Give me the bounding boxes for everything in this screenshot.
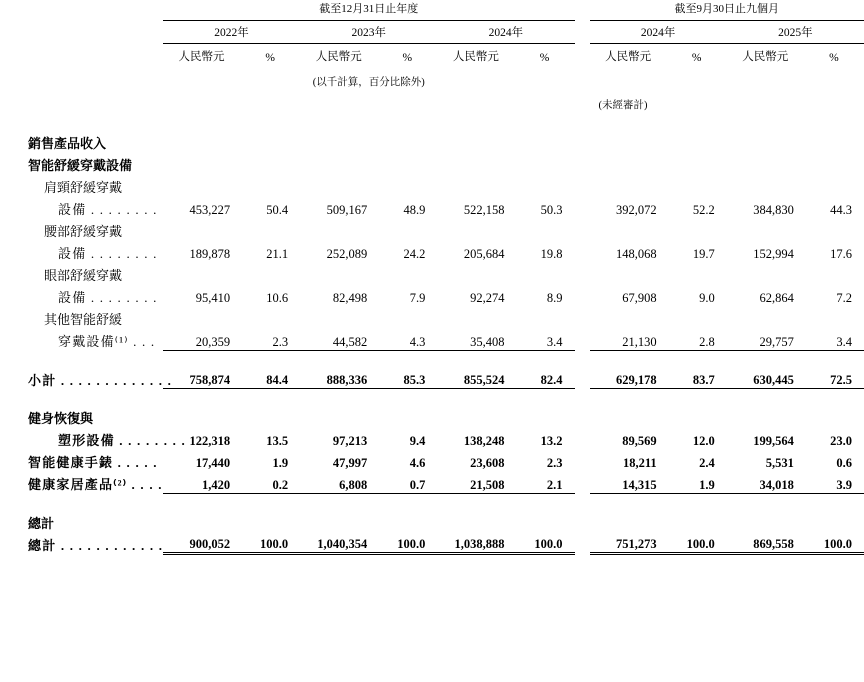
cell-watch-2024-rmb: 23,608 [470,456,505,470]
cell-home-2024n-rmb: 14,315 [590,471,667,493]
cell-total-2024-rmb: 1,038,888 [437,532,514,554]
cell-subtotal-2023-rmb: 888,336 [300,367,377,389]
cell-neck-2023-rmb: 509,167 [326,203,368,217]
col-rmb-2024: 人民幣元 [452,51,499,63]
spacer-before-subtotal [0,350,864,367]
cell-eye-2024n-rmb: 67,908 [622,291,657,305]
col-pct-2022: % [265,52,275,64]
cell-eye-2025n-pct: 7.2 [836,291,852,305]
cell-neck-2024n-rmb: 392,072 [616,203,657,217]
cell-waist-2023-rmb: 252,089 [326,247,368,261]
item-label-waist-line2: 設備 . . . . . . . . [58,246,158,261]
item-row-label-2a [0,218,864,240]
cell-total-2024-pct: 100.0 [514,532,574,554]
table-row [0,328,864,350]
cell-other-2024-rmb: 35,408 [437,328,514,350]
item-label-smartwatch: 智能健康手錶 . . . . . [28,455,158,470]
cell-home-2022-rmb: 1,420 [163,471,240,493]
item-row-label-1a [0,174,864,196]
header-year-row [0,21,864,43]
cell-total-2025n-pct: 100.0 [804,532,864,554]
cell-watch-2023-rmb: 47,997 [332,456,368,470]
cell-subtotal-2024n-rmb: 629,178 [590,367,667,389]
cell-subtotal-2023-pct: 85.3 [377,367,437,389]
col-pct-2025n: % [829,52,839,64]
cell-waist-2024-rmb: 205,684 [463,247,505,261]
cell-eye-2023-pct: 7.9 [409,291,426,305]
cell-other-2024n-pct: 2.8 [667,328,727,350]
cell-home-2024n-pct: 1.9 [667,471,727,493]
col-rmb-2024n: 人民幣元 [605,51,652,63]
cell-waist-2023-pct: 24.2 [403,247,426,261]
cell-waist-2022-rmb: 189,878 [189,247,231,261]
section-title-fitness: 健身恢復與 [28,411,94,426]
cell-shaping-2025n-pct: 23.0 [830,434,852,448]
cell-home-2022-pct: 0.2 [240,471,300,493]
cell-home-2025n-rmb: 34,018 [727,471,804,493]
cell-watch-2024n-pct: 2.4 [699,456,715,470]
table-row [0,449,864,471]
cell-waist-2024n-rmb: 148,068 [616,247,657,261]
item-label-other-line2: 穿戴設備⁽¹⁾ . . . [58,334,156,349]
item-label-home-health: 健康家居產品⁽²⁾ . . . . [28,477,163,492]
col-pct-2023: % [402,52,413,64]
item-row-label-4a [0,306,864,328]
subtotal-label: 小計 . . . . . . . . . . . . . [28,372,173,388]
section-title-sales-revenue: 銷售產品收入 [28,136,107,151]
year-2025-ninemonth: 2025年 [778,27,813,39]
spacer-before-total [0,493,864,510]
cell-waist-2025n-rmb: 152,994 [753,247,794,261]
cell-subtotal-2024n-pct: 83.7 [667,367,727,389]
unaudited-note: (未經審計) [598,100,648,111]
cell-home-2023-rmb: 6,808 [300,471,377,493]
cell-eye-2024n-pct: 9.0 [699,291,715,305]
cell-waist-2024-pct: 19.8 [540,247,563,261]
cell-other-2024n-rmb: 21,130 [590,328,667,350]
cell-shaping-2024-pct: 13.2 [540,434,563,448]
cell-total-2024n-pct: 100.0 [667,532,727,554]
item-row-label-3a [0,262,864,284]
cell-other-2022-rmb: 20,359 [163,328,240,350]
cell-shaping-2024-rmb: 138,248 [463,434,505,448]
table-row [0,284,864,306]
cell-waist-2022-pct: 21.1 [266,247,289,261]
total-label: 總計 . . . . . . . . . . . . [28,537,164,553]
year-2022: 2022年 [214,27,249,39]
cell-shaping-2023-pct: 9.4 [409,434,426,448]
group-title-ninemonth: 截至9月30日止九個月 [674,3,779,15]
cell-neck-2024n-pct: 52.2 [692,203,715,217]
cell-home-2025n-pct: 3.9 [804,471,864,493]
cell-home-2024-rmb: 21,508 [437,471,514,493]
subtotal-row [0,367,864,389]
table-row [0,471,864,493]
unaudited-note-row [0,91,864,114]
cell-subtotal-2024-rmb: 855,524 [437,367,514,389]
cell-eye-2022-rmb: 95,410 [195,291,231,305]
cell-subtotal-2025n-pct: 72.5 [804,367,864,389]
cell-watch-2023-pct: 4.6 [409,456,426,470]
item-label-neck-line1: 肩頸舒緩穿戴 [44,180,123,195]
cell-total-2022-rmb: 900,052 [163,532,240,554]
cell-subtotal-2022-rmb: 758,874 [163,367,240,389]
cell-subtotal-2025n-rmb: 630,445 [727,367,804,389]
section-title-row-1 [0,130,864,152]
table-row [0,240,864,262]
header-group-row [0,0,864,20]
cell-other-2023-pct: 4.3 [377,328,437,350]
cell-neck-2022-pct: 50.4 [266,203,289,217]
cell-watch-2022-pct: 1.9 [272,456,289,470]
cell-total-2022-pct: 100.0 [240,532,300,554]
cell-shaping-2022-rmb: 122,318 [189,434,231,448]
col-rmb-2025n: 人民幣元 [742,51,789,63]
cell-waist-2025n-pct: 17.6 [830,247,852,261]
year-2023: 2023年 [351,27,386,39]
cell-waist-2024n-pct: 19.7 [692,247,715,261]
year-2024-annual: 2024年 [488,27,524,39]
section-subtitle-smart-wearables: 智能舒緩穿戴設備 [28,158,133,173]
cell-shaping-2025n-rmb: 199,564 [753,434,794,448]
cell-total-2023-pct: 100.0 [377,532,437,554]
col-rmb-2022: 人民幣元 [178,51,225,63]
cell-neck-2022-rmb: 453,227 [189,203,231,217]
cell-total-2025n-rmb: 869,558 [727,532,804,554]
cell-watch-2025n-rmb: 5,531 [765,456,794,470]
cell-other-2022-pct: 2.3 [240,328,300,350]
cell-other-2025n-rmb: 29,757 [727,328,804,350]
total-row [0,532,864,554]
cell-neck-2024-pct: 50.3 [540,203,563,217]
cell-eye-2022-pct: 10.6 [266,291,289,305]
cell-shaping-2024n-pct: 12.0 [692,434,715,448]
total-title: 總計 [28,515,55,531]
cell-shaping-2022-pct: 13.5 [266,434,289,448]
unit-note-row [0,68,864,91]
cell-shaping-2023-rmb: 97,213 [332,434,368,448]
spacer-after-header [0,114,864,130]
section-subtitle-row-1 [0,152,864,174]
spacer-after-subtotal [0,389,864,406]
cell-eye-2024-rmb: 92,274 [470,291,505,305]
col-pct-2024: % [539,52,550,64]
cell-eye-2024-pct: 8.9 [546,291,563,305]
cell-watch-2025n-pct: 0.6 [836,456,852,470]
table-row [0,427,864,449]
section-title-row-2 [0,405,864,427]
cell-home-2024-pct: 2.1 [514,471,574,493]
cell-watch-2024-pct: 2.3 [546,456,563,470]
cell-neck-2025n-pct: 44.3 [830,203,852,217]
total-title-row [0,510,864,532]
group-title-annual: 截至12月31日止年度 [319,3,419,15]
col-rmb-2023: 人民幣元 [315,51,362,63]
cell-neck-2024-rmb: 522,158 [463,203,505,217]
cell-watch-2022-rmb: 17,440 [195,456,231,470]
col-pct-2024n: % [691,52,702,64]
cell-shaping-2024n-rmb: 89,569 [622,434,657,448]
cell-total-2024n-rmb: 751,273 [590,532,667,554]
year-2024-ninemonth: 2024年 [640,27,676,39]
cell-eye-2025n-rmb: 62,864 [759,291,794,305]
item-label-waist-line1: 腰部舒緩穿戴 [44,224,123,239]
item-label-neck-line2: 設備 . . . . . . . . [58,202,158,217]
cell-subtotal-2024-pct: 82.4 [514,367,574,389]
cell-home-2023-pct: 0.7 [377,471,437,493]
cell-subtotal-2022-pct: 84.4 [240,367,300,389]
cell-neck-2025n-rmb: 384,830 [753,203,794,217]
unit-note: (以千計算，百分比除外) [312,77,425,88]
cell-total-2023-rmb: 1,040,354 [300,532,377,554]
cell-eye-2023-rmb: 82,498 [332,291,368,305]
item-label-shaping: 塑形設備 . . . . . . . . [58,433,186,448]
item-label-eye-line1: 眼部舒緩穿戴 [44,268,123,283]
header-columns-row [0,44,864,68]
cell-other-2023-rmb: 44,582 [300,328,377,350]
cell-neck-2023-pct: 48.9 [403,203,426,217]
item-label-other-line1: 其他智能舒緩 [44,312,123,327]
item-label-eye-line2: 設備 . . . . . . . . [58,290,158,305]
cell-other-2025n-pct: 3.4 [804,328,864,350]
table-row [0,196,864,218]
cell-watch-2024n-rmb: 18,211 [622,456,657,470]
cell-other-2024-pct: 3.4 [514,328,574,350]
